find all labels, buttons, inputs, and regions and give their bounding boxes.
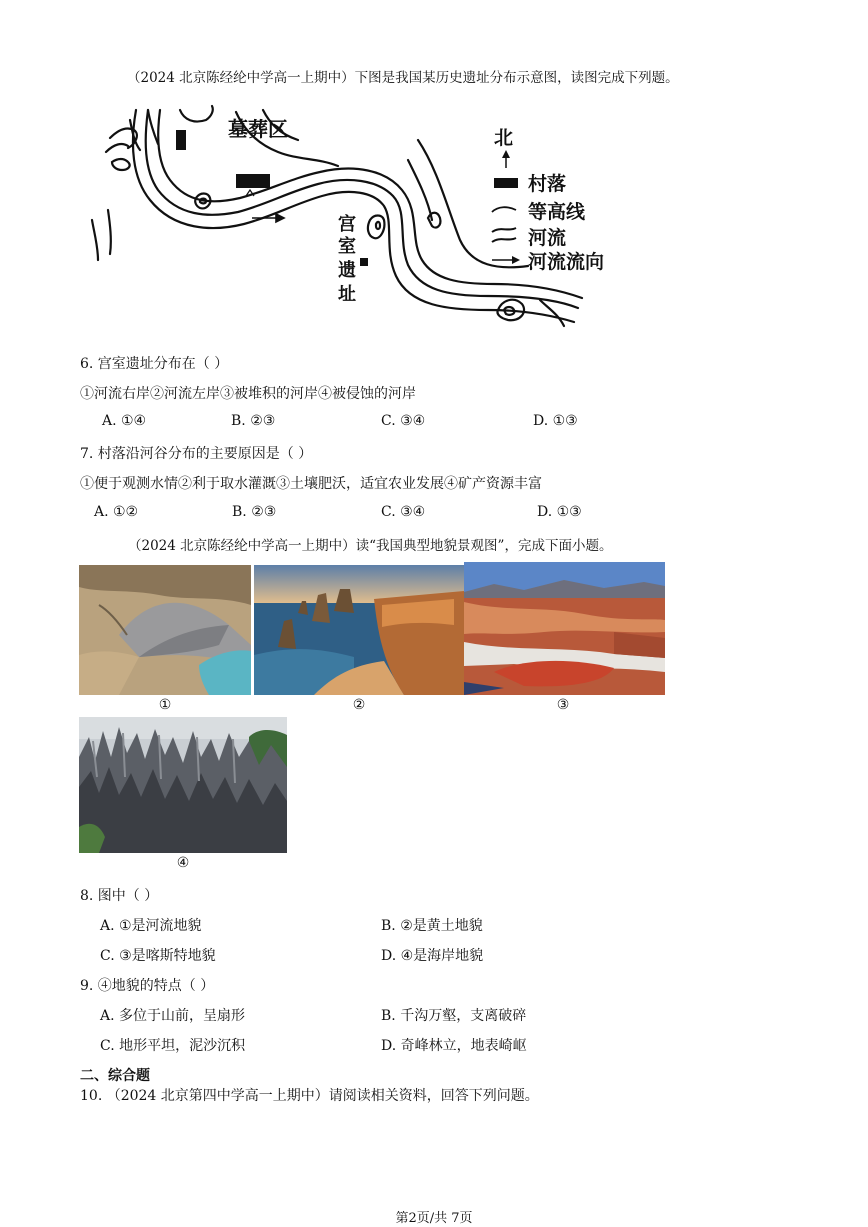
q6-option-d[interactable]: D. ①③ xyxy=(533,413,578,429)
question-9-stem: 9. ④地貌的特点（ ） xyxy=(80,978,215,994)
q8-option-c[interactable]: C. ③是喀斯特地貌 xyxy=(100,948,216,964)
svg-text:址: 址 xyxy=(338,284,356,305)
map-legend xyxy=(492,127,604,273)
photo-caption-1: ① xyxy=(158,697,172,713)
q8-option-a[interactable]: A. ①是河流地貌 xyxy=(100,918,202,934)
landform-photo-4 xyxy=(79,717,287,853)
q7-option-d[interactable]: D. ①③ xyxy=(537,504,582,520)
q6-option-a[interactable]: A. ①④ xyxy=(102,413,147,429)
q7-option-c[interactable]: C. ③④ xyxy=(381,504,426,520)
historical-site-map xyxy=(88,100,648,332)
q8-option-d[interactable]: D. ④是海岸地貌 xyxy=(381,948,484,964)
svg-text:北: 北 xyxy=(494,127,514,149)
question-6-stem: 6. 宫室遗址分布在（ ） xyxy=(80,356,229,372)
section-intro-2: （2024 北京陈经纶中学高一上期中）读“我国典型地貌景观图”，完成下面小题。 xyxy=(128,538,613,554)
q9-option-d[interactable]: D. 奇峰林立，地表崎岖 xyxy=(381,1038,527,1054)
page-number: 第2页/共 7页 xyxy=(395,1211,473,1226)
question-10-stem: 10. （2024 北京第四中学高一上期中）请阅读相关资料，回答下列问题。 xyxy=(80,1088,539,1104)
question-6-statements: ①河流右岸②河流左岸③被堆积的河岸④被侵蚀的河岸 xyxy=(80,386,416,402)
photo-caption-3: ③ xyxy=(556,697,570,713)
q9-option-c[interactable]: C. 地形平坦，泥沙沉积 xyxy=(100,1038,246,1054)
section-heading-comprehensive: 二、综合题 xyxy=(80,1068,150,1084)
svg-text:河流: 河流 xyxy=(528,227,567,249)
q7-option-a[interactable]: A. ①② xyxy=(94,504,139,520)
question-7-statements: ①便于观测水情②利于取水灌溉③土壤肥沃，适宜农业发展④矿产资源丰富 xyxy=(80,476,542,492)
photo-caption-2: ② xyxy=(352,697,366,713)
q9-option-a[interactable]: A. 多位于山前，呈扇形 xyxy=(100,1008,246,1024)
burial-zone-label: 墓葬区 xyxy=(228,117,288,141)
svg-text:遗: 遗 xyxy=(338,260,356,281)
photo-caption-4: ④ xyxy=(176,855,190,871)
landform-photo-1 xyxy=(79,565,251,695)
question-8-stem: 8. 图中（ ） xyxy=(80,888,159,904)
landform-photo-3 xyxy=(464,562,665,695)
section-intro-1: （2024 北京陈经纶中学高一上期中）下图是我国某历史遗址分布示意图，读图完成下列题。 xyxy=(127,70,679,86)
svg-text:宫: 宫 xyxy=(338,214,356,235)
svg-text:室: 室 xyxy=(338,236,356,257)
question-7-stem: 7. 村落沿河谷分布的主要原因是（ ） xyxy=(80,446,313,462)
svg-text:村落: 村落 xyxy=(528,173,567,195)
q6-option-b[interactable]: B. ②③ xyxy=(231,413,276,429)
q7-option-b[interactable]: B. ②③ xyxy=(232,504,277,520)
svg-text:河流流向: 河流流向 xyxy=(528,251,605,273)
landform-photo-2 xyxy=(254,565,464,695)
q9-option-b[interactable]: B. 千沟万壑，支离破碎 xyxy=(381,1008,527,1024)
q8-option-b[interactable]: B. ②是黄土地貌 xyxy=(381,918,483,934)
q6-option-c[interactable]: C. ③④ xyxy=(381,413,426,429)
svg-text:等高线: 等高线 xyxy=(528,201,586,223)
